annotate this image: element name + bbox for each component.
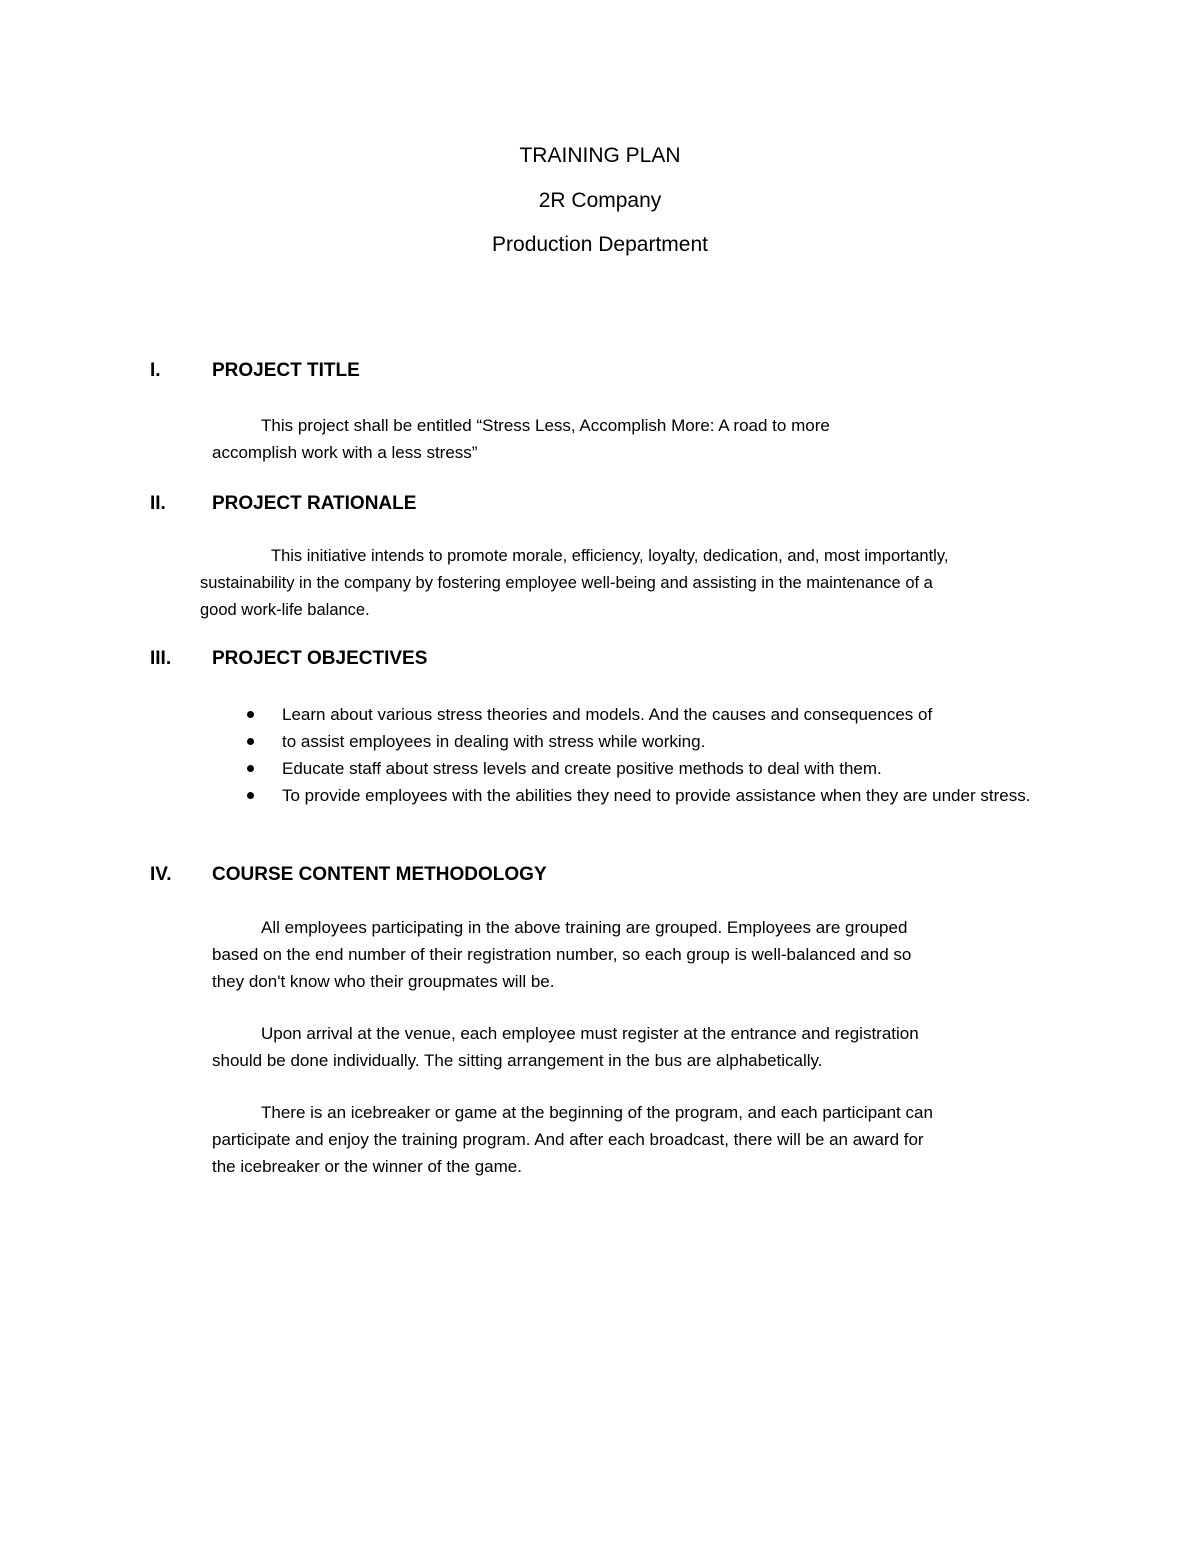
section-3-heading: PROJECT OBJECTIVES xyxy=(212,648,428,669)
list-item-text: to assist employees in dealing with stress while working. xyxy=(282,732,706,751)
list-item xyxy=(241,701,1071,728)
section-4-heading: COURSE CONTENT METHODOLOGY xyxy=(212,864,547,885)
section-2-heading: PROJECT RATIONALE xyxy=(212,493,417,514)
section-4-paragraph-3 xyxy=(212,1099,1072,1180)
paragraph-line: There is an icebreaker or game at the beginning of the program, and each participant can xyxy=(261,1103,933,1122)
paragraph-line: they don't know who their groupmates will be. xyxy=(212,972,555,991)
list-item xyxy=(241,728,1071,755)
section-4-paragraph-1 xyxy=(212,914,1072,995)
section-4-numeral: IV. xyxy=(150,864,172,885)
paragraph-line: the icebreaker or the winner of the game. xyxy=(212,1157,522,1176)
section-2-paragraph xyxy=(200,543,1080,624)
bullet-icon xyxy=(247,738,254,745)
list-item-text: Learn about various stress theories and models. And the causes and consequences of xyxy=(282,705,933,724)
paragraph-line: All employees participating in the above training are grouped. Employees are grouped xyxy=(261,918,908,937)
paragraph-line: Upon arrival at the venue, each employee must register at the entrance and registration xyxy=(261,1024,919,1043)
paragraph-line: This initiative intends to promote morale, efficiency, loyalty, dedication, and, most importantly, xyxy=(271,547,949,565)
section-3-numeral: III. xyxy=(150,648,172,669)
paragraph-line: participate and enjoy the training program. And after each broadcast, there will be an award for xyxy=(212,1130,924,1149)
section-1-paragraph xyxy=(212,412,1052,466)
paragraph-line: sustainability in the company by fostering employee well-being and assisting in the maintenance of a xyxy=(200,574,933,592)
list-item-text: To provide employees with the abilities they need to provide assistance when they are under stress. xyxy=(282,786,1031,805)
paragraph-line: This project shall be entitled “Stress Less, Accomplish More: A road to more xyxy=(261,416,830,435)
paragraph-line: good work-life balance. xyxy=(200,601,370,619)
list-item-text: Educate staff about stress levels and create positive methods to deal with them. xyxy=(282,759,882,778)
document-title: TRAINING PLAN xyxy=(519,144,681,167)
department-name: Production Department xyxy=(492,233,708,256)
objectives-list xyxy=(241,701,1071,809)
paragraph-line: accomplish work with a less stress” xyxy=(212,443,478,462)
section-1-heading: PROJECT TITLE xyxy=(212,360,360,381)
bullet-icon xyxy=(247,711,254,718)
section-2-numeral: II. xyxy=(150,493,166,514)
section-1-numeral: I. xyxy=(150,360,161,381)
company-name: 2R Company xyxy=(538,189,662,212)
paragraph-line: should be done individually. The sitting arrangement in the bus are alphabetically. xyxy=(212,1051,823,1070)
paragraph-line: based on the end number of their registration number, so each group is well-balanced and so xyxy=(212,945,912,964)
bullet-icon xyxy=(247,765,254,772)
bullet-icon xyxy=(247,792,254,799)
list-item xyxy=(241,782,1052,809)
section-4-paragraph-2 xyxy=(212,1020,1072,1074)
list-item xyxy=(241,755,1071,782)
